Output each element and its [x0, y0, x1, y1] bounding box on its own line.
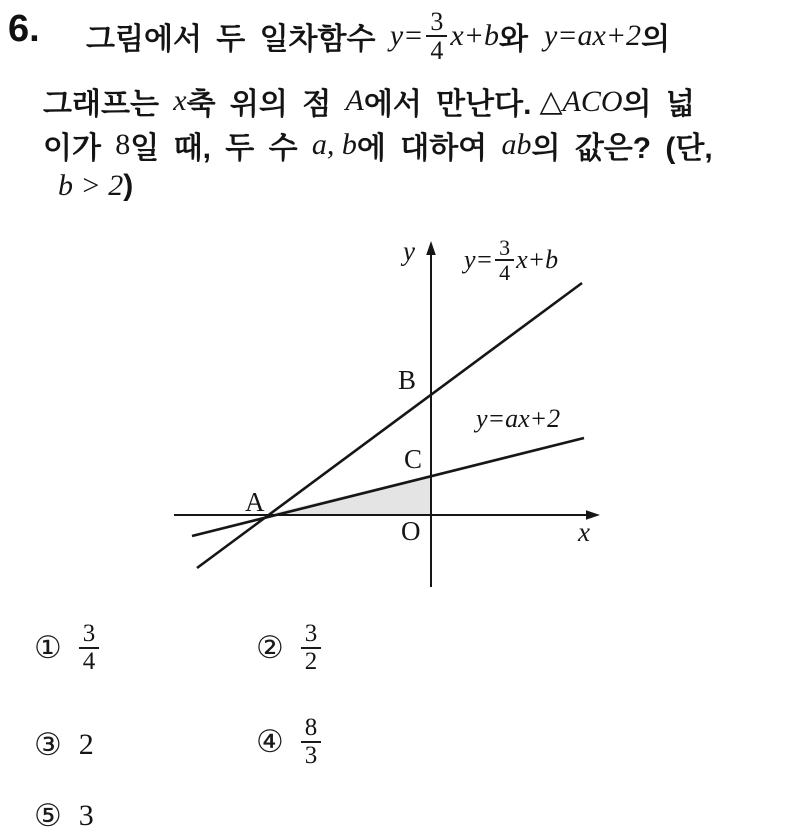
variables-a-b: a, b [311, 128, 357, 161]
fraction-denominator: 2 [301, 647, 322, 675]
problem-text-line-2 [43, 84, 695, 121]
problem-korean-text: 그림에서 두 일차함수 [86, 23, 390, 56]
point-a-reference: A [345, 84, 364, 117]
number-eight: 8 [115, 128, 131, 161]
closing-paren: ) [123, 169, 134, 202]
point-label-B: B [398, 365, 417, 395]
point-label-A: A [245, 487, 265, 517]
triangle-aco-reference: △ACO [539, 84, 623, 118]
fraction-numerator: 3 [82, 619, 96, 647]
option-3[interactable] [34, 728, 94, 762]
fraction-denominator: 4 [495, 259, 514, 284]
problem-korean-text: 그래프는 [43, 88, 174, 121]
problem-korean-text: 의 [641, 23, 671, 56]
option-3-value: 2 [78, 728, 94, 761]
problem-text-line-1 [86, 6, 670, 66]
variable-x: x [173, 84, 187, 117]
option-5-marker: ⑤ [34, 797, 62, 834]
option-3-marker: ③ [34, 726, 62, 763]
option-1[interactable] [34, 617, 99, 679]
fraction-denominator: 4 [426, 35, 447, 64]
point-label-C: C [404, 444, 423, 474]
x-axis-label: x [578, 517, 590, 547]
equation-label-suffix: x+b [516, 245, 559, 275]
problem-text-line-4 [58, 169, 133, 203]
problem-korean-text: 축 위의 점 [186, 88, 346, 121]
fraction-numerator: 3 [499, 235, 511, 260]
equation-label-line-2: y=ax+2 [476, 404, 561, 433]
problem-korean-text: 의 값은? (단, [531, 132, 713, 165]
problem-korean-text: 에서 만난다. [363, 88, 532, 121]
equation-1-prefix: y= [389, 19, 424, 52]
option-1-value [79, 621, 100, 676]
problem-korean-text: 의 넓 [622, 88, 695, 121]
problem-korean-text: 에 대하여 [356, 132, 502, 165]
option-2[interactable] [256, 617, 321, 679]
option-2-value [301, 621, 322, 676]
option-5[interactable] [34, 799, 94, 833]
equation-1-suffix: x+b [450, 19, 499, 52]
equation-2: y=ax+2 [543, 19, 642, 52]
equation-label-prefix: y= [464, 245, 494, 275]
fraction-numerator: 3 [304, 619, 318, 647]
problem-korean-text: 이가 [43, 132, 116, 165]
fraction-three-fourths [426, 8, 447, 65]
question-number: 6. [8, 8, 40, 50]
equation-label-line-1 [464, 236, 558, 284]
fraction-three-fourths [495, 236, 514, 284]
y-axis-arrowhead-icon [426, 241, 436, 255]
problem-text-line-3 [43, 128, 713, 165]
problem-korean-text: 일 때, 두 수 [130, 132, 312, 165]
y-axis-label: y [403, 236, 415, 266]
shaded-triangle-aco [266, 475, 431, 515]
fraction-denominator: 4 [79, 647, 100, 675]
option-1-marker: ① [34, 629, 62, 666]
option-4[interactable] [256, 710, 321, 774]
option-2-marker: ② [256, 629, 284, 666]
fraction-numerator: 3 [430, 6, 444, 36]
fraction-numerator: 8 [304, 713, 318, 741]
origin-label-O: O [401, 516, 421, 546]
option-5-value: 3 [78, 799, 94, 832]
option-4-marker: ④ [256, 723, 284, 760]
option-4-value [301, 715, 322, 770]
product-ab: ab [501, 128, 532, 161]
problem-korean-text: 와 [498, 23, 528, 56]
condition-b-greater-2: b > 2 [58, 169, 124, 202]
fraction-denominator: 3 [301, 741, 322, 769]
